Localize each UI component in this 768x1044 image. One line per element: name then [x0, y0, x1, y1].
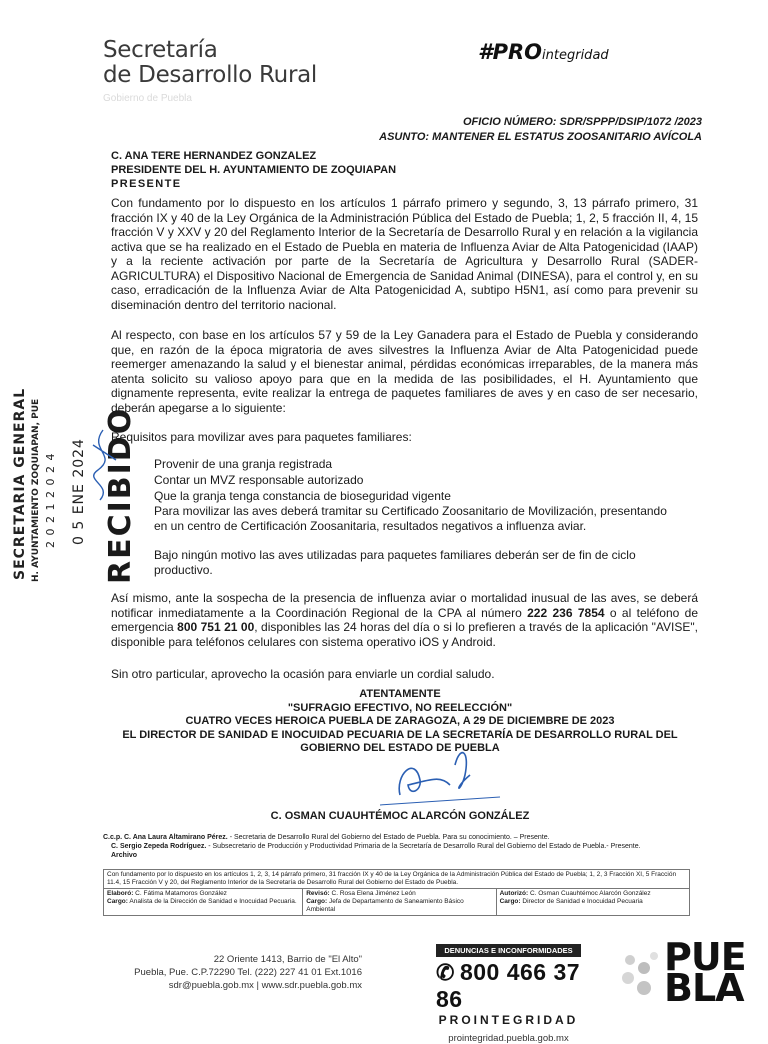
ccp-2-text: - Subsecretario de Producción y Productividad Primaria de la Secretaría de Desarrollo Rural del Gobierno del Estado de Puebla.- Presente.	[206, 843, 641, 850]
autorizo-cell	[496, 889, 689, 916]
reviso-cargo-label: Cargo:	[306, 898, 328, 905]
paragraph-3-text-b: o al teléfono de emergencia	[111, 605, 699, 634]
addressee-position: PRESIDENTE DEL H. AYUNTAMIENTO DE ZOQUIAPAN	[111, 164, 397, 176]
brand-logo	[103, 38, 317, 88]
signature-title-2: GOBIERNO DEL ESTADO DE PUEBLA	[300, 742, 500, 754]
requirement-item: Bajo ningún motivo las aves utilizadas para paquetes familiares deberán ser de fin de ciclo productivo.	[154, 548, 636, 577]
puebla-logo-top: PUE	[664, 935, 746, 979]
reviso-cell	[303, 889, 496, 916]
reviso-cargo: Jefa de Departamento de Saneamiento Básico Ambiental	[306, 898, 464, 913]
stamp-signature-scribble	[78, 425, 128, 505]
requirement-item: Contar un MVZ responsable autorizado	[154, 473, 364, 487]
puebla-logo-bottom: BLA	[664, 966, 744, 1010]
phone-icon: ✆	[436, 960, 455, 985]
signer-name: C. OSMAN CUAUHTÉMOC ALARCÓN GONZÁLEZ	[270, 810, 530, 822]
ccp-1-text: - Secretaria de Desarrollo Rural del Gobierno del Estado de Puebla. Para su conocimiento. – Presente.	[227, 834, 550, 841]
reviso-name: C. Rosa Elena Jiménez León	[329, 890, 416, 897]
elaboro-label: Elaboró:	[107, 890, 134, 897]
elaboro-name: C. Fátima Matamoros González	[133, 890, 227, 897]
denuncias-phone	[436, 959, 581, 1013]
denuncias-phone-number: 800 466 37 86	[436, 959, 581, 1012]
addressee-name: C. ANA TERE HERNANDEZ GONZALEZ	[111, 150, 317, 162]
handwritten-signature	[360, 735, 520, 810]
puebla-emblem-icon	[616, 946, 660, 1004]
stamp-date: 0 5 ENE 2024	[71, 438, 87, 545]
ccp-block	[103, 833, 698, 860]
asunto: ASUNTO: MANTENER EL ESTATUS ZOOSANITARIO AVÍCOLA	[379, 131, 702, 143]
ccp-2-name: C. Sergio Zepeda Rodríguez.	[111, 843, 207, 850]
prointegridad-logo	[478, 40, 609, 64]
autorizo-cargo: Director de Sanidad e Inocuidad Pecuaria	[520, 898, 643, 905]
autorizo-cargo-label: Cargo:	[499, 898, 521, 905]
paragraph-3-text-c: , disponibles las 24 horas del día o si lo prefieren a través de la aplicación "AVISE", disponible para teléfonos celulares con sistema operativo iOS y Android.	[111, 620, 698, 649]
paragraph-3-text-a: Así mismo, ante la sospecha de la presencia de influenza aviar o mortalidad inusual de las aves, se deberá notificar inmediatamente a la Coordinación Regional de la CPA al número	[111, 591, 698, 620]
footer-contact: sdr@puebla.gob.mx | www.sdr.puebla.gob.mx	[168, 980, 362, 991]
elaboro-cell	[104, 889, 303, 916]
cpa-phone: 222 236 7854	[527, 605, 605, 620]
footer-address	[130, 953, 362, 992]
denuncias-header: DENUNCIAS E INCONFORMIDADES	[436, 944, 581, 957]
prointegridad-url: prointegridad.puebla.gob.mx	[448, 1033, 569, 1044]
brand-line-1: Secretaría	[103, 37, 218, 63]
footer-address-line-1: 22 Oriente 1413, Barrio de "El Alto"	[213, 954, 362, 965]
fundament-table	[103, 869, 690, 916]
requirement-item: Que la granja tenga constancia de bioseguridad vigente	[154, 489, 451, 503]
oficio-number: OFICIO NÚMERO: SDR/SPPP/DSIP/1072 /2023	[462, 116, 702, 128]
ccp-archivo: Archivo	[111, 852, 138, 859]
elaboro-cargo: Analista de la Dirección de Sanidad e Inocuidad Pecuaria.	[127, 898, 297, 905]
brand-faint: Gobierno de Puebla	[103, 93, 192, 104]
addressee-block	[111, 149, 396, 191]
signature-place-date: CUATRO VECES HEROICA PUEBLA DE ZARAGOZA, A 29 DE DICIEMBRE DE 2023	[185, 715, 615, 727]
autorizo-label: Autorizó:	[499, 890, 529, 897]
ccp-1-name: C.c.p. C. Ana Laura Altamirano Pérez.	[103, 834, 228, 841]
reviso-label: Revisó:	[306, 890, 330, 897]
stamp-secretaria: SECRETARIA GENERAL	[12, 387, 28, 580]
pro-small: integridad	[542, 48, 609, 63]
paragraph-1: Con fundamento por lo dispuesto en los artículos 1 párrafo primero y segundo, 3, 13 párrafo primero, 31 fracción IX y 40 de la Ley Orgánica de la Administración Pública del Estado de Puebla; 1, 2, 5 fracción II, 4, 15 fracción V y XXV y 20 del Reglamento Interior de la Secretaría de Desarrollo Rural y en relación a la vigilancia activa que se ha realizado en el Estado de Puebla en materia de Influenza Aviar de Alta Patogenicidad (IAAP) y a la reciente activación por parte de la Secretaría de Agricultura y Desarrollo Rural (SADER-AGRICULTURA) el Dispositivo Nacional de Emergencia de Sanidad Animal (DINESA), para el control y, en su caso, erradicación de la Influenza Aviar de Alta Patogenicidad A, subtipo H5N1, así como para prevenir su diseminación dentro del territorio nacional.	[111, 196, 698, 312]
paragraph-2: Al respecto, con base en los artículos 57 y 59 de la Ley Ganadera para el Estado de Puebla y considerando que, en razón de la época migratoria de aves silvestres la Influenza Aviar de Alta Patogenicidad puede reemerger amenazando la salud y el bienestar animal, pérdidas económicas irreparables, de la manera más atenta solicito su valioso apoyo para que en la medida de las posibilidades, el H. Ayuntamiento que dignamente representa, evite realizar la entrega de paquetes familiares de aves y en caso de ser necesario, deberán apegarse a lo siguiente:	[111, 328, 698, 415]
requirements-title: Requisitos para movilizar aves para paquetes familiares:	[111, 430, 412, 444]
emergency-phone: 800 751 21 00	[177, 620, 255, 634]
addressee-presente: PRESENTE	[111, 178, 182, 190]
stamp-years: 2 0 2 1 2 0 2 4	[44, 452, 57, 548]
autorizo-name: C. Osman Cuauhtémoc Alarcón González	[528, 890, 651, 897]
stamp-recibido: RECIBIDO	[103, 406, 138, 584]
paragraph-3	[111, 591, 698, 649]
requirement-item: Provenir de una granja registrada	[154, 457, 333, 471]
pro-big: #PRO	[478, 40, 543, 64]
footer-address-line-2: Puebla, Pue. C.P.72290 Tel. (222) 227 41 01 Ext.1016	[134, 967, 362, 978]
prointegridad-brand: PROINTEGRIDAD	[438, 1013, 579, 1027]
signature-title-1: EL DIRECTOR DE SANIDAD E INOCUIDAD PECUARIA DE LA SECRETARÍA DE DESARROLLO RURAL DEL	[122, 728, 678, 741]
denuncias-box	[436, 944, 581, 1044]
stamp-ayuntamiento: H. AYUNTAMIENTO ZOQUIAPAN, PUE	[31, 398, 41, 582]
signature-atentamente: ATENTAMENTE	[359, 688, 441, 700]
fundament-text: Con fundamento por lo dispuesto en los artículos 1, 2, 3, 14 párrafo primero, 31 fracción IX y 40 de la Ley Orgánica de la Administración Pública del Estado de Puebla; 1, 2, 3 Fracción XI, 5 Fracción 11.4, 15 Fracción V y 20, del Reglamento Interior de la Secretaría de Desarrollo Rural del Gobierno del Estado de Puebla.	[104, 870, 690, 889]
requirement-item: Para movilizar las aves deberá tramitar su Certificado Zoosanitario de Movilización, presentando en un centro de Certificación Zoosanitaria, resultados negativos a influenza aviar.	[154, 504, 667, 533]
paragraph-4: Sin otro particular, aprovecho la ocasión para enviarle un cordial saludo.	[111, 667, 495, 681]
signature-motto: "SUFRAGIO EFECTIVO, NO REELECCIÓN"	[287, 701, 513, 714]
elaboro-cargo-label: Cargo:	[107, 898, 128, 905]
brand-line-2: de Desarrollo Rural	[103, 62, 318, 88]
puebla-logo	[664, 935, 746, 1010]
